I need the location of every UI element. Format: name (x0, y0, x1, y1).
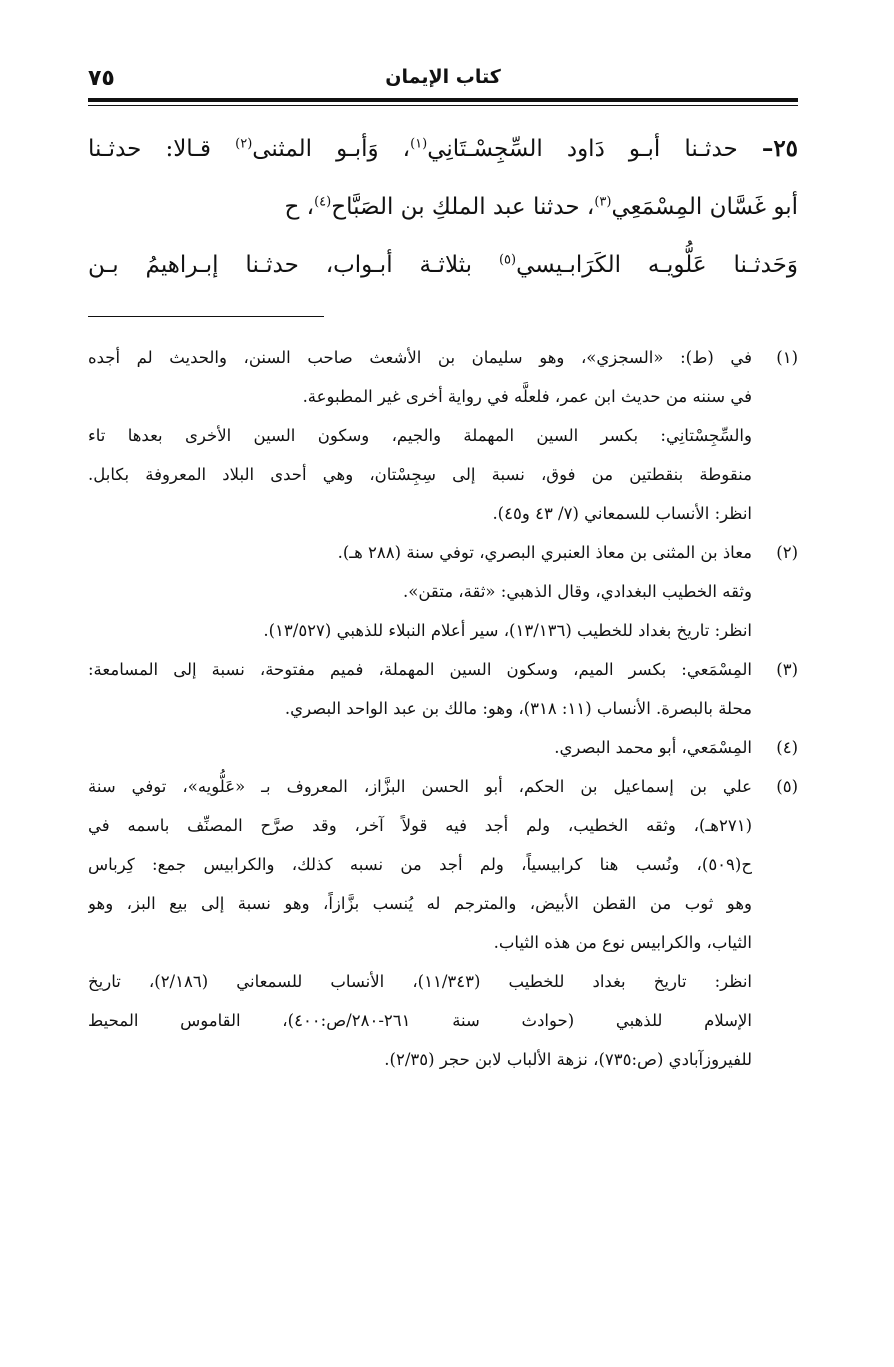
hadith-line: أبو غَسَّان المِسْمَعِي$^{(٣)}$، حدثنا عبد الملكِ بن الصَبَّاح$^{(٤)}$، ح (284, 194, 798, 220)
footnote-3: (٣) المِسْمَعي: بكسر الميم، وسكون السين المهملة، فميم مفتوحة، نسبة إلى المسامعة: محلة بالبصرة. الأنساب (١١: ٣١٨)، وهو: مالك بن عبد الواحد البصري. (88, 650, 798, 728)
page-number: ٧٥ (88, 66, 115, 91)
footnote-separator (88, 316, 324, 317)
hadith-number: ٢٥– (761, 135, 799, 162)
footnote-ref: (٢) (235, 136, 253, 152)
footnote-ref: (٤) (314, 194, 332, 210)
footnote-1: (١) في (ط): «السجزي»، وهو سليمان بن الأشعث صاحب السنن، والحديث لم أجده في سننه من حديث ابن عمر، فلعلَّه في رواية أخرى غير المطبوعة. والسِّجِسْتانِي: بكسر السين المهملة والجيم، وسكون السين الأخرى بعدها تاء منقوطة بنقطتين من فوق، نسبة إلى سِجِسْتان، وهي أحدى البلاد المعروفة بكابل. انظر: الأنساب للسمعاني (٧/ ٤٣ و٤٥). (88, 338, 798, 533)
footnote-number: (١) (776, 348, 798, 367)
footnote-number: (٤) (776, 738, 798, 757)
hadith-line: ٢٥– حدثـنا أبـو دَاود السِّجِسْـتَانِي$^{(١)}$، وَأبـو المثنى$^{(٢)}$ قـالا: حدثـنا (88, 135, 799, 162)
running-header (88, 62, 798, 98)
footnote-5: (٥) علي بن إسماعيل بن الحكم، أبو الحسن البزَّاز، المعروف بـ «عَلُّويه»، توفي سنة (٢٧١هـ)، وثقه الخطيب، ولم أجد فيه قولاً آخر، وقد صرَّح المصنِّف باسمه في ح(٥٠٩)، ونُسب هنا كرابيسياً، ولم أجد من نسبه كذلك، والكرابيس جمع: كِرباس وهو ثوب من القطن الأبيض، والمترجم له يُنسب بزَّازاً، وهو نسبة إلى بيع البز، وهو الثياب، والكرابيس نوع من هذه الثياب. انظر: تاريخ بغداد للخطيب (١١/٣٤٣)، الأنساب للسمعاني (٢/١٨٦)، تاريخ الإسلام للذهبي (حوادث سنة ٢٦١-٢٨٠/ص:٤٠٠)، القاموس المحيط للفيروزآبادي (ص:٧٣٥)، نزهة الألباب لابن حجر (٢/٣٥). (88, 767, 798, 1079)
footnote-2: (٢) معاذ بن المثنى بن معاذ العنبري البصري، توفي سنة (٢٨٨ هـ). وثقه الخطيب البغدادي، وقال الذهبي: «ثقة، متقن». انظر: تاريخ بغداد للخطيب (١٣/١٣٦)، سير أعلام النبلاء للذهبي (١٣/٥٢٧). (88, 533, 798, 650)
footnote-ref: (٥) (498, 252, 517, 268)
footnote-number: (٢) (776, 543, 798, 562)
footnote-ref: (١) (410, 136, 428, 152)
footnote-number: (٣) (776, 660, 798, 679)
footnote-number: (٥) (776, 777, 798, 796)
footnotes (88, 338, 798, 1079)
hadith-line: وَحَدثـنا عَلُّويـه الكَرَابـيسي$^{(٥)}$ بثلاثـة أبـواب، حدثـنا إبـراهيمُ بـن (88, 252, 799, 278)
chapter-title: كتاب الإيمان (385, 66, 501, 88)
hadith-text (88, 120, 798, 294)
footnote-ref: (٣) (594, 194, 612, 210)
footnote-4: (٤) المِسْمَعي، أبو محمد البصري. (88, 728, 798, 767)
header-rule-thin (88, 105, 798, 106)
header-rule-thick (88, 98, 798, 102)
